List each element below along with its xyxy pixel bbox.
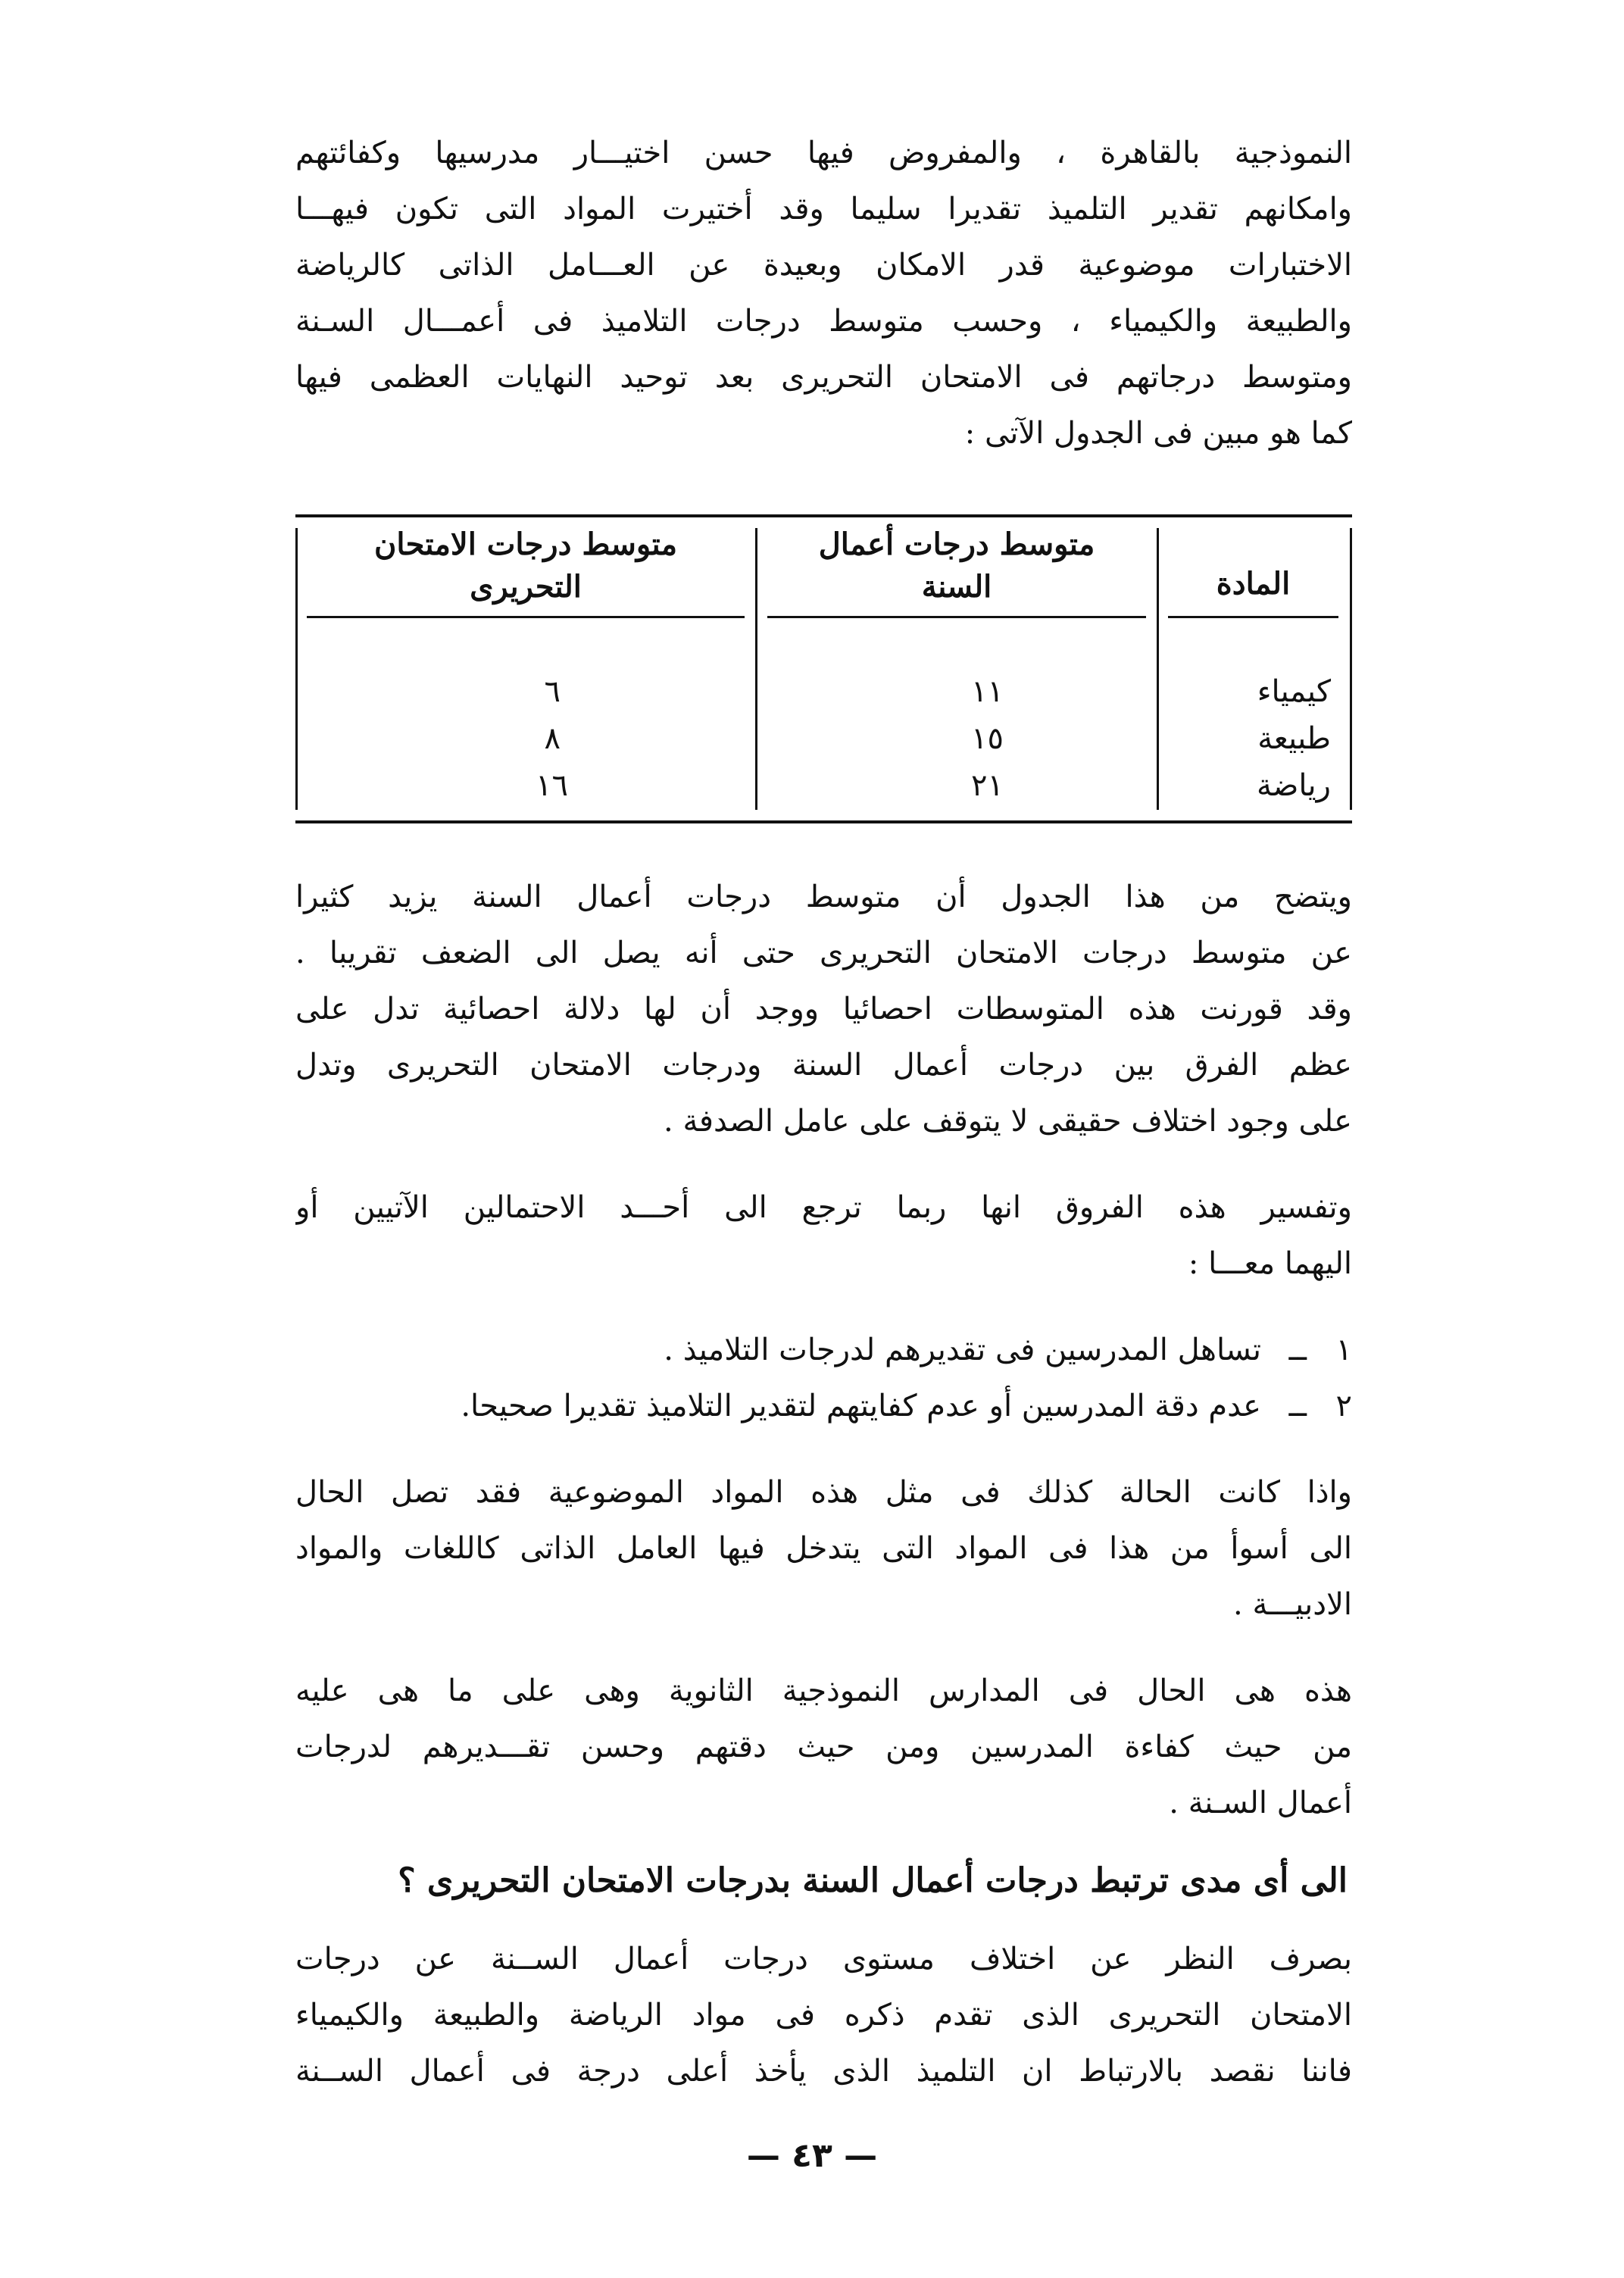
cell-subject: طبيعة — [1257, 721, 1331, 756]
header-underline — [307, 616, 745, 618]
text-line: من حيث كفاءة المدرسين ومن حيث دقتهم وحسن تقـــديرهم لدرجات — [295, 1730, 1352, 1764]
list-text: عدم دقة المدرسين أو عدم كفايتهم لتقدير التلاميذ تقديرا صحيحا. — [461, 1389, 1261, 1423]
header-underline — [1168, 616, 1338, 618]
text-line: النموذجية بالقاهرة ، والمفروض فيها حسن اختيـــار مدرسيها وكفائتهم — [295, 136, 1352, 170]
text-line: اليهما معـــا : — [1188, 1246, 1352, 1281]
table-border-left — [295, 528, 298, 810]
list-number: ٢ — [1335, 1389, 1352, 1423]
text-line: واذا كانت الحالة كذلك فى مثل هذه المواد الموضوعية فقد تصل الحال — [295, 1475, 1352, 1510]
text-line: ويتضح من هذا الجدول أن متوسط درجات أعمال السنة يزيد كثيرا — [295, 880, 1352, 914]
text-line: عظم الفرق بين درجات أعمال السنة ودرجات الامتحان التحريرى وتدل — [295, 1048, 1352, 1083]
cell-year-work: ١٥ — [971, 721, 1004, 756]
page-number: — ٤٣ — — [746, 2136, 878, 2175]
list-item — [295, 1378, 1352, 1434]
header-underline — [767, 616, 1146, 618]
text-line: والطبيعة والكيمياء ، وحسب متوسط درجات التلاميذ فى أعمـــال السـنة — [295, 304, 1352, 339]
header-subject: المادة — [1216, 566, 1291, 602]
cell-year-work: ٢١ — [971, 768, 1004, 803]
cell-subject: رياضة — [1256, 768, 1331, 803]
text-line: على وجود اختلاف حقيقى لا يتوقف على عامل الصدفة . — [664, 1104, 1352, 1139]
cell-exam: ١٦ — [536, 768, 568, 803]
text-line: بصرف النظر عن اختلاف مستوى درجات أعمال الســنة عن درجات — [295, 1942, 1352, 1976]
list-text: تساهل المدرسين فى تقديرهم لدرجات التلاميذ . — [664, 1333, 1261, 1367]
text-line: فاننا نقصد بالارتباط ان التلميذ الذى يأخذ أعلى درجة فى أعمال الســنة — [295, 2054, 1352, 2089]
header-exam — [307, 523, 745, 608]
cell-exam: ٨ — [544, 721, 561, 756]
text-line: هذه هى الحال فى المدارس النموذجية الثانوية وهى على ما هى عليه — [295, 1673, 1352, 1708]
list-item — [295, 1322, 1352, 1378]
text-line: الامتحان التحريرى الذى تقدم ذكره فى مواد الرياضة والطبيعة والكيمياء — [295, 1998, 1352, 2033]
reasons-list — [295, 1322, 1352, 1434]
text-line: وتفسير هذه الفروق انها ربما ترجع الى أحـــد الاحتمالين الآتيين أو — [295, 1190, 1352, 1225]
paragraph-model-schools — [295, 1663, 1352, 1831]
cell-year-work: ١١ — [971, 674, 1004, 709]
header-year-work-line2: السنة — [921, 569, 992, 605]
text-line: الى أسوأ من هذا فى المواد التى يتدخل فيها العامل الذاتى كاللغات والمواد — [295, 1531, 1352, 1566]
cell-subject: كيمياء — [1257, 674, 1331, 709]
list-number: ١ — [1335, 1333, 1352, 1367]
text-line: الادبيـــة . — [1233, 1587, 1352, 1622]
text-line: ومتوسط درجاتهم فى الامتحان التحريرى بعد توحيد النهايات العظمى فيها — [295, 360, 1352, 395]
text-line: كما هو مبين فى الجدول الآتى : — [964, 416, 1352, 451]
column-divider — [1157, 528, 1159, 810]
header-exam-line2: التحريرى — [470, 569, 582, 605]
cell-exam: ٦ — [544, 674, 561, 709]
text-line: أعمال السـنة . — [1169, 1786, 1352, 1820]
text-line: وقد قورنت هذه المتوسطات احصائيا ووجد أن لها دلالة احصائية تدل على — [295, 992, 1352, 1027]
column-divider — [755, 528, 757, 810]
header-exam-line1: متوسط درجات الامتحان — [374, 527, 677, 562]
intro-paragraph — [295, 125, 1352, 461]
paragraph-explanation — [295, 1180, 1352, 1292]
paragraph-subjective — [295, 1464, 1352, 1633]
table-border-right — [1350, 528, 1352, 810]
header-year-work-line1: متوسط درجات أعمال — [818, 527, 1095, 562]
averages-table — [295, 514, 1352, 823]
paragraph-correlation — [295, 1931, 1352, 2099]
section-heading: الى أى مدى ترتبط درجات أعمال السنة بدرجات الامتحان التحريرى ؟ — [398, 1861, 1348, 1900]
text-line: وامكانهم تقدير التلميذ تقديرا سليما وقد أختيرت المواد التى تكون فيهـــا — [295, 192, 1352, 227]
page-body — [295, 125, 1352, 2099]
list-dash: ــ — [1288, 1333, 1307, 1367]
text-line: عن متوسط درجات الامتحان التحريرى حتى أنه يصل الى الضعف تقريبا . — [295, 936, 1352, 970]
list-dash: ــ — [1288, 1389, 1307, 1423]
header-year-work — [767, 523, 1146, 608]
paragraph-difference — [295, 869, 1352, 1149]
text-line: الاختبارات موضوعية قدر الامكان وبعيدة عن العـــامل الذاتى كالرياضة — [295, 248, 1352, 283]
